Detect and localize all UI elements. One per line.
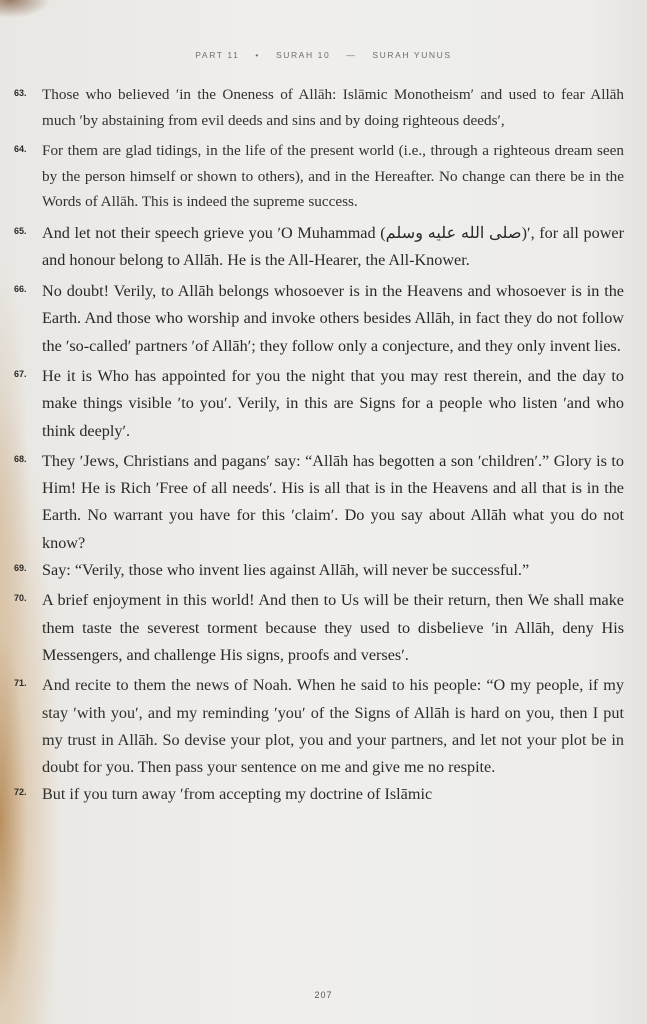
page-number: 207 [314,990,333,1000]
verse-number: 67. [14,368,27,379]
verse-number: 65. [14,225,27,236]
verse-number: 63. [14,88,27,98]
verse-70 [14,587,624,669]
verse-69 [14,557,624,584]
verse-number: 64. [14,144,27,154]
verse-number: 66. [14,284,27,295]
header-surah-name: SURAH YUNUS [372,50,452,60]
verse-68 [14,448,624,557]
header-surah-number: SURAH 10 [275,50,331,60]
verse-text: Say: “Verily, those who invent lies against Allāh, will never be successful.” [42,561,530,580]
verse-number: 71. [14,678,27,689]
verse-text: No doubt! Verily, to Allāh belongs whosoever is in the Heavens and whosoever is in the Earth. And those who worship and invoke others besides Allāh, in fact they do not follow the ʹso-calledʹ partners ʹof Allāhʹ; they follow only a conjecture, and they only invent lies. [42,282,624,355]
header-separator: • [255,50,260,60]
verse-65 [14,220,624,275]
verse-text: Those who believed ʹin the Oneness of Allāh: Islāmic Monotheismʹ and used to fear Allāh much ʹby abstaining from evil deeds and sins and by doing righteous deedsʹ, [42,86,624,129]
verse-text: And let not their speech grieve you ʹO Muhammad (صلى الله عليه وسلم)ʹ, for all power and honour belong to Allāh. He is the All-Hearer, the All-Knower. [42,223,624,269]
verse-text: They ʹJews, Christians and pagansʹ say: “Allāh has begotten a son ʹchildrenʹ.” Glory is to Him! He is Rich ʹFree of all needsʹ. His is all that is in the Heavens and all that is in the Earth. No warrant you have for this ʹclaimʹ. Do you say about Allāh what you do not know? [42,451,624,552]
verse-71 [14,672,624,781]
verse-number: 68. [14,453,27,464]
verse-list [14,82,624,809]
verse-text: For them are glad tidings, in the life of the present world (i.e., through a righteous dream seen by the person himself or shown to others), and in the Hereafter. No change can there be in the Words of Allāh. This is indeed the supreme success. [42,142,624,210]
verse-number: 69. [14,563,27,574]
running-header [0,50,647,60]
verse-63 [14,82,624,133]
verse-64 [14,138,624,215]
verse-number: 70. [14,593,27,604]
verse-text: A brief enjoyment in this world! And then to Us will be their return, then We shall make them taste the severest torment because they used to disbelieve ʹin Allāh, deny His Messengers, and challenge His signs, proofs and versesʹ. [42,591,624,664]
verse-text: But if you turn away ʹfrom accepting my doctrine of Islāmic [42,785,433,804]
verse-67 [14,363,624,445]
header-part: PART 11 [195,50,240,60]
verse-text: He it is Who has appointed for you the night that you may rest therein, and the day to make things visible ʹto youʹ. Verily, in this are Signs for a people who listen ʹand who think deeplyʹ. [42,366,624,440]
verse-text: And recite to them the news of Noah. When he said to his people: “O my people, if my stay ʹwith youʹ, and my reminding ʹyouʹ of the Signs of Allāh is hard on you, then I put my trust in Allāh. So devise your plot, you and your partners, and let not your plot be in doubt for you. Then pass your sentence on me and give me no respite. [42,676,624,777]
verse-66 [14,278,624,360]
verse-72 [14,781,624,808]
verse-number: 72. [14,787,27,798]
header-dash: — [346,50,357,60]
